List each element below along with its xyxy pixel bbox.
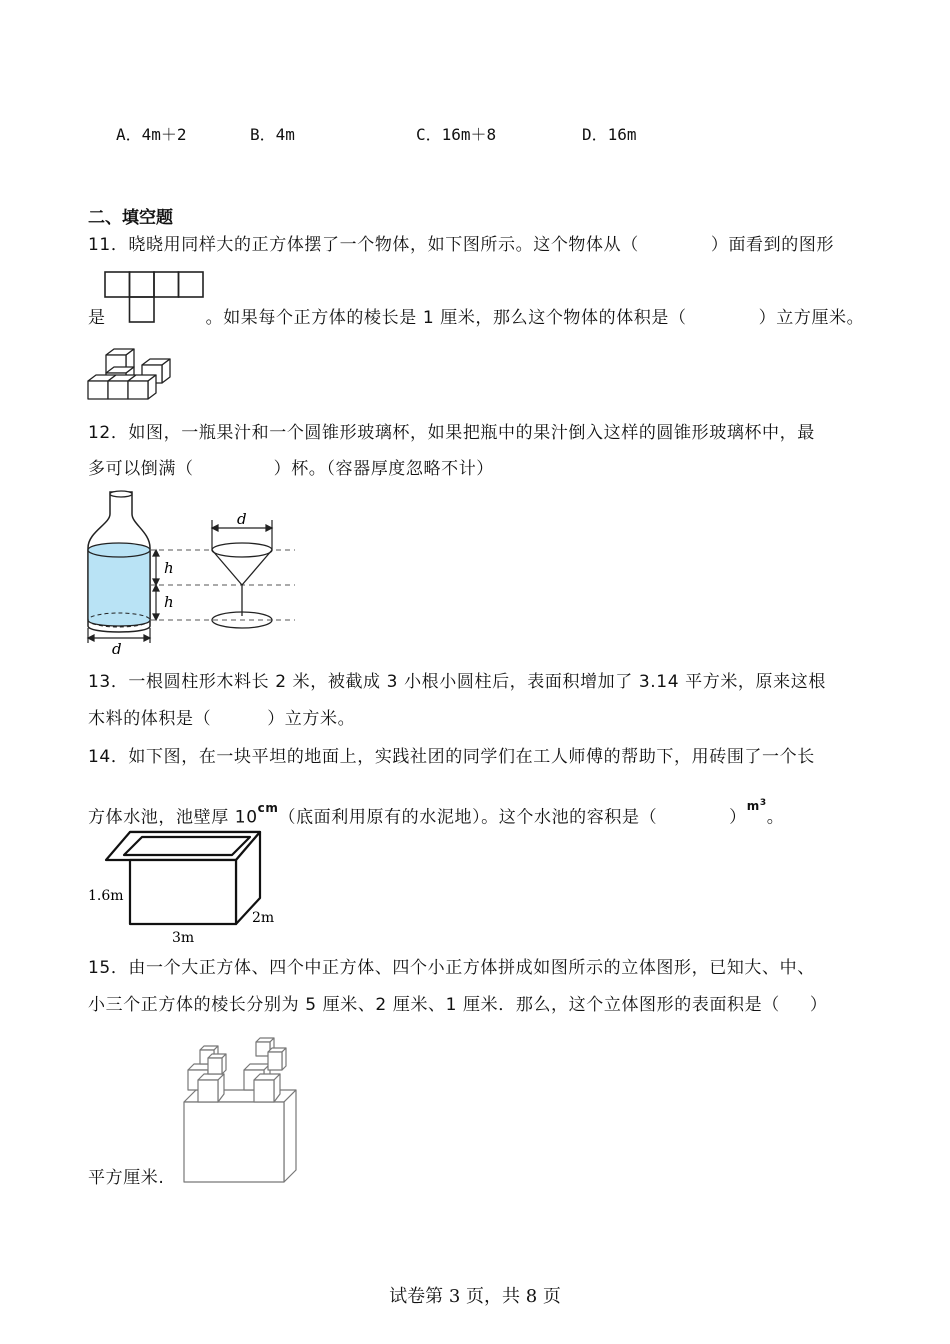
q15-text-a: 小三个正方体的棱长分别为 5 厘米、2 厘米、1 厘米．那么，这个立体图形的表面积是（ (88, 995, 780, 1015)
q12-text-a: 多可以倒满（ (88, 459, 194, 479)
q14-line2 (88, 796, 784, 831)
label-length: 3m (172, 930, 195, 946)
h-label-top: h (164, 559, 174, 577)
q13-line1: 13．一根圆柱形木料长 2 米，被截成 3 小根小圆柱后，表面积增加了 3.14 平方米，原来这根 (88, 672, 826, 692)
unit-m3 (747, 799, 767, 813)
q15-text-b: ） (809, 995, 828, 1015)
q14-text-d: 。 (766, 807, 785, 828)
option-c: C．16m＋8 (416, 125, 497, 144)
label-width: 2m (252, 910, 275, 926)
q11-cubes-figure (86, 345, 182, 403)
unit-exp: 3 (759, 798, 767, 808)
q11-view-figure (104, 271, 206, 327)
q12-figure (80, 488, 300, 658)
q11-text-e: ）立方厘米。 (758, 308, 865, 328)
q13-line2 (88, 706, 355, 732)
q15-cubes-figure (180, 1032, 304, 1184)
label-height: 1.6m (88, 888, 124, 904)
q15-line1: 15．由一个大正方体、四个中正方体、四个小正方体拼成如图所示的立体图形，已知大、中、 (88, 958, 815, 978)
page-footer: 试卷第 3 页，共 8 页 (389, 1286, 561, 1307)
juice-surface (88, 543, 150, 557)
q11-text-b: ）面看到的图形 (710, 235, 835, 255)
unit-m: m (746, 799, 760, 813)
q14-text-c: ） (729, 807, 747, 828)
option-a: A．4m＋2 (116, 125, 187, 144)
q11-line1 (88, 232, 834, 258)
q14-text-b: （底面利用原有的水泥地）。这个水池的容积是（ (278, 807, 658, 828)
q12-text-b: ）杯。（容器厚度忽略不计） (273, 459, 494, 479)
q14-pool-figure (84, 828, 284, 948)
option-d: D．16m (582, 125, 637, 144)
section-title: 二、填空题 (88, 208, 173, 228)
unit-cm: cm (257, 801, 279, 815)
q11-text-d: 。如果每个正方体的棱长是 1 厘米，那么这个物体的体积是（ (205, 308, 687, 328)
q11-text-c: 是 (88, 308, 106, 328)
q12-line2 (88, 456, 494, 482)
q15-line2 (88, 992, 827, 1018)
d-label-cone: d (237, 510, 247, 528)
q13-text-b: ）立方米。 (267, 709, 356, 729)
q12-line1: 12．如图，一瓶果汁和一个圆锥形玻璃杯，如果把瓶中的果汁倒入这样的圆锥形玻璃杯中，最 (88, 423, 815, 443)
q13-text-a: 木料的体积是（ (88, 709, 212, 729)
q11-text-a: 11．晓晓用同样大的正方体摆了一个物体，如下图所示。这个物体从（ (88, 235, 639, 255)
d-label-bottle: d (112, 640, 122, 658)
q15-line3: 平方厘米. (88, 1168, 165, 1188)
q14-text-a: 方体水池，池壁厚 10 (88, 807, 258, 828)
q14-line1: 14．如下图，在一块平坦的地面上，实践社团的同学们在工人师傅的帮助下，用砖围了一个长 (88, 747, 815, 767)
h-label-bottom: h (164, 593, 174, 611)
option-b: B．4m (250, 125, 295, 144)
